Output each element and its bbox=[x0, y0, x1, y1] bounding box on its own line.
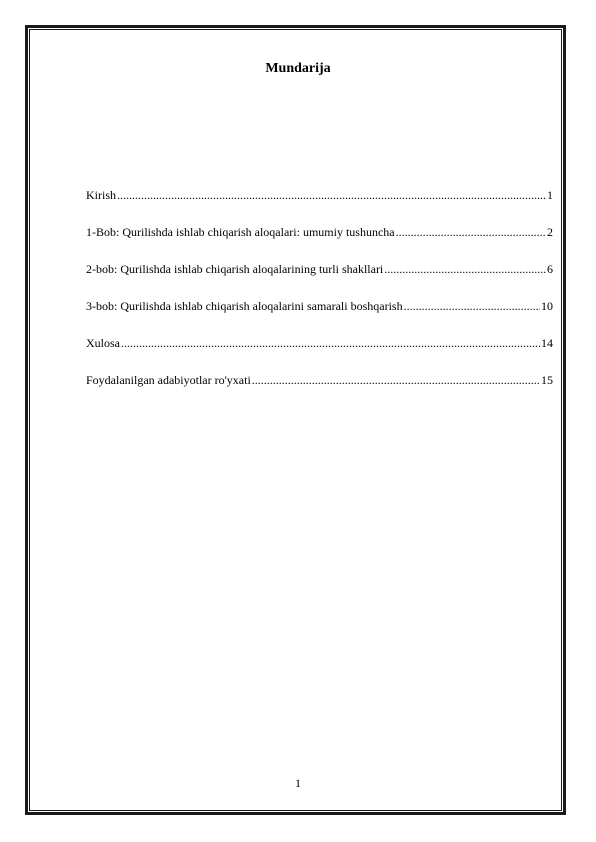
page-number: 1 bbox=[295, 776, 301, 790]
toc-entry-adabiyotlar[interactable] bbox=[86, 371, 553, 389]
toc-entry-page: 1 bbox=[547, 188, 553, 202]
toc-entry-bob-3[interactable] bbox=[86, 297, 553, 315]
toc-dot-leader bbox=[117, 186, 546, 204]
toc-entry-label: Foydalanilgan adabiyotlar ro'yxati bbox=[86, 373, 251, 387]
toc-entry-page: 14 bbox=[541, 336, 553, 350]
toc-entry-page: 2 bbox=[547, 225, 553, 239]
toc-entry-page: 6 bbox=[547, 262, 553, 276]
toc-entry-page: 15 bbox=[541, 373, 553, 387]
toc-entry-bob-1[interactable] bbox=[86, 223, 553, 241]
toc-entry-xulosa[interactable] bbox=[86, 334, 553, 352]
toc-entry-kirish[interactable] bbox=[86, 186, 553, 204]
toc-entry-label: Kirish bbox=[86, 188, 116, 202]
toc-entry-bob-2[interactable] bbox=[86, 260, 553, 278]
toc-entry-page: 10 bbox=[541, 299, 553, 313]
toc-dot-leader bbox=[121, 334, 540, 352]
toc-entry-label: 3-bob: Qurilishda ishlab chiqarish aloqalarini samarali boshqarish bbox=[86, 299, 403, 313]
toc-dot-leader bbox=[404, 297, 540, 315]
toc-entry-label: 2-bob: Qurilishda ishlab chiqarish aloqalarining turli shakllari bbox=[86, 262, 384, 276]
toc-dot-leader bbox=[396, 223, 546, 241]
page-border-inner bbox=[29, 29, 562, 811]
toc-entry-label: Xulosa bbox=[86, 336, 120, 350]
toc-entry-label: 1-Bob: Qurilishda ishlab chiqarish aloqalari: umumiy tushuncha bbox=[86, 225, 395, 239]
toc-dot-leader bbox=[384, 260, 546, 278]
document-title: Mundarija bbox=[265, 61, 331, 76]
table-of-contents bbox=[86, 186, 553, 408]
toc-dot-leader bbox=[252, 371, 540, 389]
